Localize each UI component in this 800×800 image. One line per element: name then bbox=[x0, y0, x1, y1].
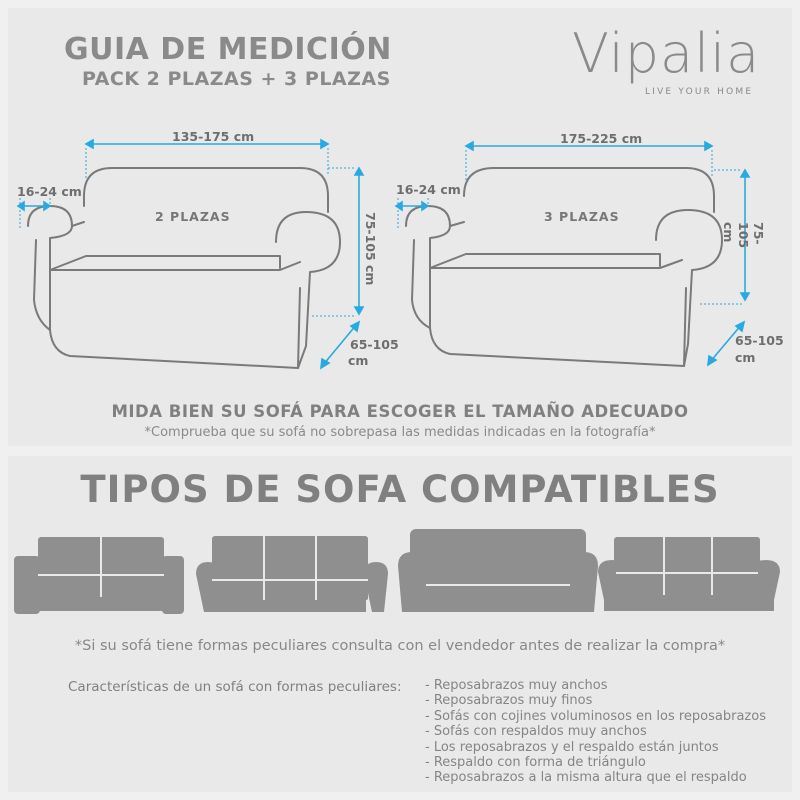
sofa-3-arm-label: 16-24 cm bbox=[396, 182, 461, 197]
list-item: - Reposabrazos muy finos bbox=[425, 693, 766, 708]
sofa-3-title: 3 PLAZAS bbox=[544, 209, 620, 224]
sofa-2-depth-unit: cm bbox=[348, 353, 369, 368]
sofa-type-3-icon bbox=[398, 529, 598, 612]
sofa-2-title: 2 PLAZAS bbox=[155, 209, 231, 224]
sofa-2-width-label: 135-175 cm bbox=[172, 129, 255, 144]
sofa-3-width-label: 175-225 cm bbox=[560, 131, 643, 146]
sofa-2-arm-label: 16-24 cm bbox=[17, 184, 82, 199]
list-item: - Sofás con cojines voluminosos en los reposabrazos bbox=[425, 709, 766, 724]
sofa-type-2-icon bbox=[196, 536, 388, 612]
sofa-2-depth-label: 65-105 bbox=[350, 337, 399, 352]
sofa-3-depth-label: 65-105 bbox=[735, 333, 784, 348]
list-item: - Reposabrazos muy anchos bbox=[425, 678, 766, 693]
sofa-2-height-label: 75-105 cm bbox=[363, 212, 378, 286]
guide-subtitle: PACK 2 PLAZAS + 3 PLAZAS bbox=[82, 68, 391, 90]
sofa-3-height-label: 75-105 cm bbox=[721, 222, 766, 249]
list-item: - Los reposabrazos y el respaldo están juntos bbox=[425, 740, 766, 755]
sofa-3-depth-unit: cm bbox=[735, 350, 756, 365]
brand-logo: Vipalia bbox=[572, 22, 761, 85]
measure-note: *Comprueba que su sofá no sobrepasa las medidas indicadas en la fotografía* bbox=[144, 425, 656, 440]
list-item: - Reposabrazos a la misma altura que el respaldo bbox=[425, 770, 766, 785]
peculiar-characteristics-label: Características de un sofá con formas peculiares: bbox=[68, 679, 402, 695]
brand-tagline: LIVE YOUR HOME bbox=[645, 87, 754, 97]
peculiar-characteristics-list bbox=[425, 678, 766, 786]
guide-title: GUIA DE MEDICIÓN bbox=[64, 32, 392, 67]
peculiar-shape-warning: *Si su sofá tiene formas peculiares consulta con el vendedor antes de realizar la compra* bbox=[74, 638, 726, 654]
list-item: - Respaldo con forma de triángulo bbox=[425, 755, 766, 770]
list-item: - Sofás con respaldos muy anchos bbox=[425, 724, 766, 739]
measure-instruction: MIDA BIEN SU SOFÁ PARA ESCOGER EL TAMAÑO ADECUADO bbox=[111, 402, 689, 421]
compatible-types-title: TIPOS DE SOFA COMPATIBLES bbox=[80, 468, 720, 511]
